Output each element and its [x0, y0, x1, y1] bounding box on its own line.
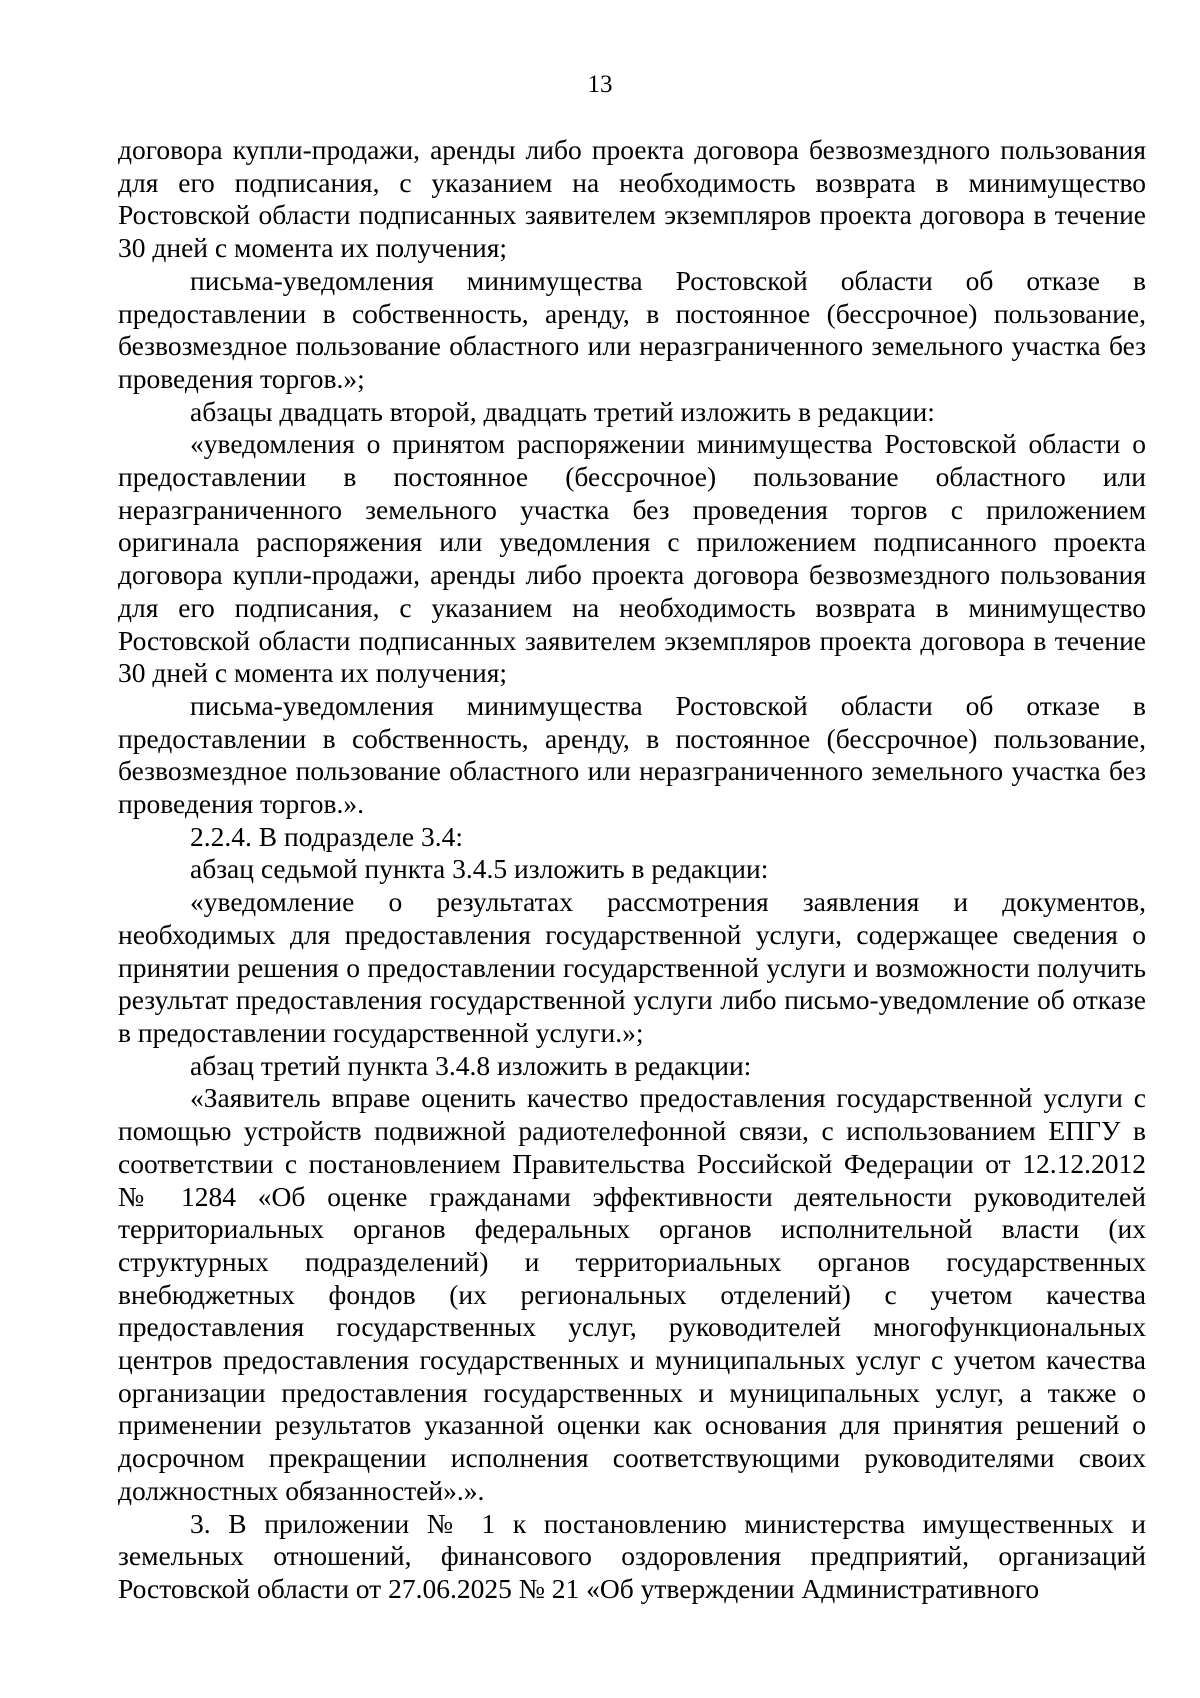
- page-number: 13: [587, 71, 613, 98]
- paragraph-refusal-letter: письма-уведомления минимущества Ростовской области об отказе в предоставлении в собственность, аренду, в постоянное (бессрочное) пользование, безвозмездное пользование областного или неразграниченного земельного участка без проведения торгов.»;: [118, 264, 1146, 394]
- paragraph-refusal-letter-new: письма-уведомления минимущества Ростовской области об отказе в предоставлении в собственность, аренду, в постоянное (бессрочное) пользование, безвозмездное пользование областного или неразграниченного земельного участка без проведения торгов.».: [118, 689, 1146, 820]
- paragraph-amend-22-23: абзацы двадцать второй, двадцать третий изложить в редакции:: [190, 395, 935, 427]
- paragraph-order-notice: «уведомления о принятом распоряжении минимущества Ростовской области о предоставлении в постоянное (бессрочное) пользование областного или неразграниченного земельного участка без проведения торгов с приложением оригинала распоряжения или уведомления с приложением подписанного проекта договора купли-продажи, аренды либо проекта договора безвозмездного пользования для его подписания, с указанием на необходимость возврата в минимущество Ростовской области подписанных заявителем экземпляров проекта договора в течение 30 дней с момента их получения;: [118, 428, 1146, 689]
- paragraph-amend-3-4-8: абзац третий пункта 3.4.8 изложить в редакции:: [190, 1049, 752, 1081]
- paragraph-result-notice: «уведомление о результатах рассмотрения заявления и документов, необходимых для предоставления государственной услуги, содержащее сведения о принятии решения о предоставлении государственной услуги и возможности получить результат предоставления государственной услуги либо письмо-уведомление об отказе в предоставлении государственной услуги.»;: [118, 886, 1146, 1048]
- paragraph-amend-3-4-5: абзац седьмой пункта 3.4.5 изложить в редакции:: [190, 853, 769, 885]
- paragraph-quality-assessment: «Заявитель вправе оценить качество предоставления государственной услуги с помощью устройств подвижной радиотелефонной связи, с использованием ЕПГУ в соответствии с постановлением Правительства Российской Федерации от 12.12.2012 № 1284 «Об оценке гражданами эффективности деятельности руководителей территориальных органов федеральных органов исполнительной власти (их структурных подразделений) и территориальных органов государственных внебюджетных фондов (их региональных отделений) с учетом качества предоставления государственных услуг, руководителей многофункциональных центров предоставления государственных и муниципальных услуг с учетом качества организации предоставления государственных и муниципальных услуг, а также о применении результатов указанной оценки как основания для принятия решений о досрочном прекращении исполнения соответствующими руководителями своих должностных обязанностей».».: [118, 1082, 1146, 1506]
- document-body: [118, 134, 1146, 1606]
- paragraph-contract-continuation: договора купли-продажи, аренды либо проекта договора безвозмездного пользования для его подписания, с указанием на необходимость возврата в минимущество Ростовской области подписанных заявителем экземпляров проекта договора в течение 30 дней с момента их получения;: [118, 134, 1146, 264]
- paragraph-item-3: 3. В приложении № 1 к постановлению министерства имущественных и земельных отношений, финансового оздоровления предприятий, организаций Ростовской области от 27.06.2025 № 21 «Об утверждении Административного: [118, 1507, 1146, 1604]
- paragraph-section-2-2-4: 2.2.4. В подразделе 3.4:: [190, 820, 463, 852]
